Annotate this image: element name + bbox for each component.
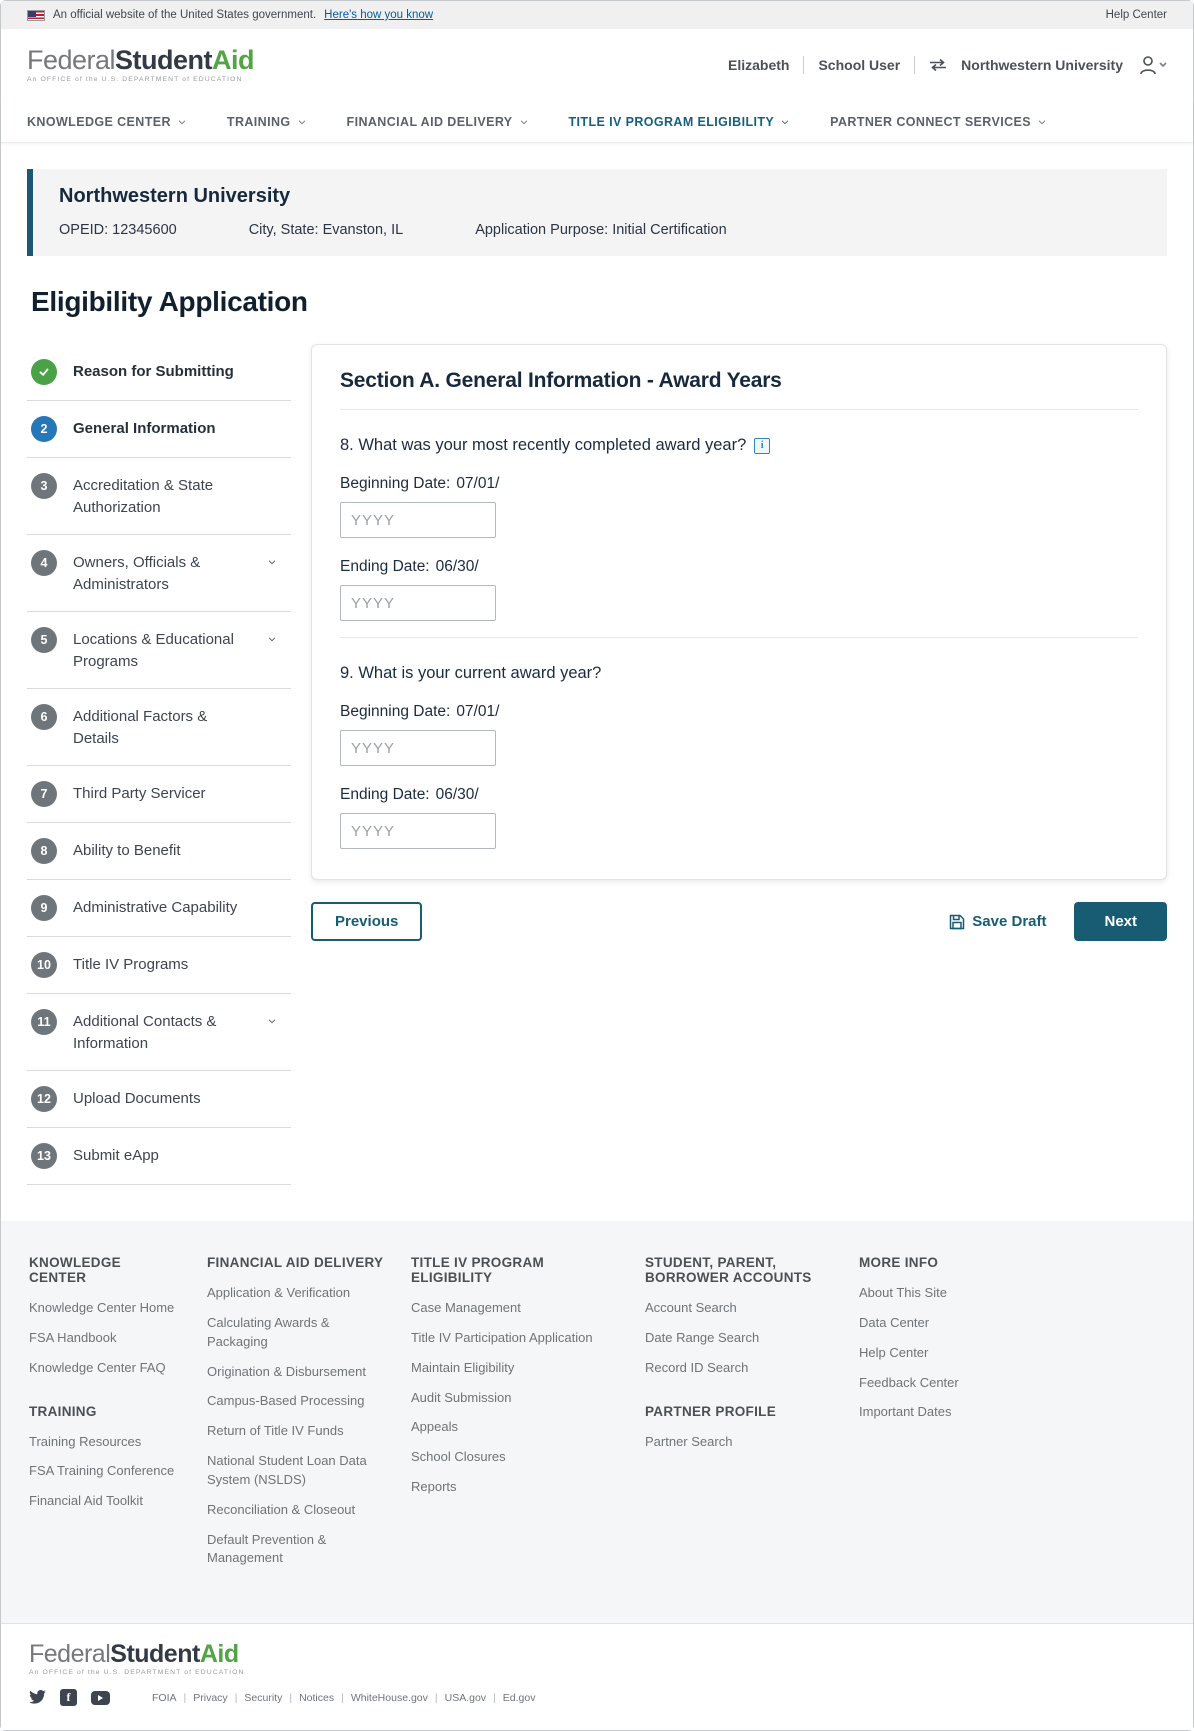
footer-heading-knowledge-center: KNOWLEDGE CENTER — [29, 1255, 121, 1285]
nav-financial-aid-delivery[interactable]: FINANCIAL AID DELIVERY — [347, 115, 529, 129]
next-button[interactable]: Next — [1074, 902, 1167, 941]
field-label: Ending Date: — [340, 558, 430, 575]
field-label: Ending Date: — [340, 786, 430, 803]
footer-link[interactable]: National Student Loan Data System (NSLDS) — [207, 1453, 367, 1487]
twitter-icon[interactable] — [29, 1690, 46, 1705]
step-complete-icon — [31, 359, 57, 385]
step-number: 2 — [31, 416, 57, 442]
school-city-state: City, State: Evanston, IL — [248, 222, 404, 238]
q9-beginning-date-field — [340, 703, 1138, 766]
page-title: Eligibility Application — [31, 286, 308, 317]
footer-link[interactable]: Title IV Participation Application — [411, 1329, 593, 1345]
chevron-down-icon — [297, 117, 307, 127]
chevron-down-icon — [519, 117, 529, 127]
legal-link-foia[interactable]: FOIA | — [152, 1692, 193, 1704]
previous-button[interactable]: Previous — [311, 902, 422, 941]
step-third-party-servicer[interactable]: 7 Third Party Servicer — [27, 766, 291, 823]
site-footer — [1, 1221, 1193, 1623]
step-upload-documents[interactable]: 12 Upload Documents — [27, 1071, 291, 1128]
step-number: 13 — [31, 1143, 57, 1169]
step-additional-factors-details[interactable]: 6 Additional Factors & Details — [27, 689, 291, 766]
divider — [803, 56, 804, 74]
footer-link[interactable]: Date Range Search — [645, 1329, 760, 1345]
facebook-icon[interactable]: f — [60, 1689, 77, 1706]
nav-knowledge-center[interactable]: KNOWLEDGE CENTER — [27, 115, 187, 129]
footer-heading-student-parent-borrower: STUDENT, PARENT, BORROWER ACCOUNTS — [645, 1255, 812, 1285]
footer-link[interactable]: Record ID Search — [645, 1359, 749, 1375]
step-number: 10 — [31, 952, 57, 978]
field-label: Beginning Date: — [340, 475, 451, 492]
footer-link[interactable]: About This Site — [859, 1285, 947, 1300]
question-9: 9. What is your current award year? — [340, 664, 602, 682]
chevron-down-icon — [267, 1016, 277, 1026]
legal-link-security[interactable]: Security | — [244, 1692, 299, 1704]
step-number: 8 — [31, 838, 57, 864]
step-number: 9 — [31, 895, 57, 921]
legal-link-whitehouse[interactable]: WhiteHouse.gov | — [351, 1692, 445, 1704]
step-general-information[interactable]: 2 General Information — [27, 401, 291, 458]
step-number: 11 — [31, 1009, 57, 1035]
step-number: 12 — [31, 1086, 57, 1112]
site-header — [1, 29, 1193, 101]
application-purpose: Application Purpose: Initial Certification — [475, 222, 727, 238]
q8-ending-year-input[interactable] — [340, 585, 496, 621]
step-administrative-capability[interactable]: 9 Administrative Capability — [27, 880, 291, 937]
footer-heading-training: TRAINING — [29, 1403, 97, 1419]
footer-link[interactable]: Campus-Based Processing — [207, 1393, 365, 1409]
footer-heading-title-iv: TITLE IV PROGRAM ELIGIBILITY — [411, 1255, 545, 1285]
chevron-down-icon — [267, 557, 277, 567]
legal-link-usagov[interactable]: USA.gov | — [445, 1692, 503, 1704]
q8-beginning-year-input[interactable] — [340, 502, 496, 538]
nav-partner-connect-services[interactable]: PARTNER CONNECT SERVICES — [830, 115, 1047, 129]
legal-link-notices[interactable]: Notices | — [299, 1692, 351, 1704]
footer-link[interactable]: Case Management — [411, 1300, 521, 1315]
legal-link-privacy[interactable]: Privacy | — [193, 1692, 244, 1704]
footer-link[interactable]: Knowledge Center Home — [29, 1300, 175, 1315]
footer-link[interactable]: Reports — [411, 1479, 457, 1495]
primary-nav — [1, 101, 1193, 143]
footer-link[interactable]: Training Resources — [29, 1433, 142, 1449]
chevron-down-icon — [267, 634, 277, 644]
save-draft-button[interactable]: Save Draft — [949, 913, 1046, 930]
footer-link[interactable]: Important Dates — [859, 1404, 952, 1420]
legal-link-edgov[interactable]: Ed.gov — [502, 1691, 536, 1704]
footer-link[interactable]: Calculating Awards & Packaging — [207, 1314, 330, 1349]
question-8: 8. What was your most recently completed award year? i — [340, 436, 1138, 455]
account-menu-icon[interactable] — [1137, 54, 1167, 76]
q8-beginning-date-field — [340, 475, 1138, 538]
date-prefix: 06/30/ — [435, 558, 479, 575]
footer-link[interactable]: School Closures — [411, 1449, 506, 1465]
step-owners-officials-administrators[interactable]: 4 Owners, Officials & Administrators — [27, 535, 291, 612]
user-role: School User — [818, 57, 901, 73]
footer-link[interactable]: FSA Training Conference — [29, 1463, 175, 1479]
step-title-iv-programs[interactable]: 10 Title IV Programs — [27, 937, 291, 994]
footer-link[interactable]: Reconciliation & Closeout — [207, 1501, 356, 1517]
step-accreditation-state-authorization[interactable]: 3 Accreditation & State Authorization — [27, 458, 291, 535]
step-number: 5 — [31, 627, 57, 653]
footer-link[interactable]: Account Search — [645, 1300, 737, 1315]
nav-title-iv-program-eligibility[interactable]: TITLE IV PROGRAM ELIGIBILITY — [569, 115, 791, 129]
bottom-bar — [1, 1623, 1193, 1730]
footer-link[interactable]: Default Prevention & Management — [207, 1531, 327, 1566]
q9-beginning-year-input[interactable] — [340, 730, 496, 766]
footer-link[interactable]: Feedback Center — [859, 1374, 959, 1390]
user-name: Elizabeth — [728, 57, 790, 73]
legal-links — [152, 1692, 536, 1704]
logo-aid: Aid — [212, 44, 255, 75]
info-icon[interactable]: i — [754, 438, 770, 454]
switch-org-icon[interactable] — [929, 58, 947, 72]
official-site-text: An official website of the United States government. — [53, 9, 317, 21]
footer-link[interactable]: Knowledge Center FAQ — [29, 1359, 166, 1375]
gov-banner — [1, 1, 1193, 29]
footer-link[interactable]: Appeals — [411, 1419, 458, 1435]
footer-heading-partner-profile: PARTNER PROFILE — [645, 1403, 777, 1419]
footer-link[interactable]: Maintain Eligibility — [411, 1359, 515, 1375]
divider — [914, 56, 915, 74]
field-label: Beginning Date: — [340, 703, 451, 720]
footer-link[interactable]: Application & Verification — [207, 1285, 351, 1300]
footer-link[interactable]: Partner Search — [645, 1433, 733, 1449]
logo-federal: Federal — [27, 44, 116, 75]
school-name: Northwestern University — [59, 185, 291, 207]
step-number: 3 — [31, 473, 57, 499]
how-you-know-link[interactable]: Here's how you know — [324, 9, 434, 21]
step-locations-educational-programs[interactable]: 5 Locations & Educational Programs — [27, 612, 291, 689]
save-icon — [949, 914, 965, 930]
footer-link[interactable]: Help Center — [859, 1344, 929, 1360]
help-center-link[interactable]: Help Center — [1105, 9, 1167, 21]
application-stepper — [27, 344, 291, 1185]
footer-link[interactable]: Origination & Disbursement — [207, 1363, 366, 1379]
date-prefix: 06/30/ — [435, 786, 479, 803]
footer-heading-financial-aid-delivery: FINANCIAL AID DELIVERY — [207, 1255, 384, 1270]
chevron-down-icon — [177, 117, 187, 127]
chevron-down-icon — [780, 117, 790, 127]
step-additional-contacts-information[interactable]: 11 Additional Contacts & Information — [27, 994, 291, 1071]
step-number: 7 — [31, 781, 57, 807]
footer-link[interactable]: Financial Aid Toolkit — [29, 1493, 143, 1509]
footer-heading-more-info: MORE INFO — [859, 1255, 939, 1270]
step-number: 6 — [31, 704, 57, 730]
logo-student: Student — [115, 44, 213, 75]
nav-training[interactable]: TRAINING — [227, 115, 307, 129]
chevron-down-icon — [1037, 117, 1047, 127]
footer-link[interactable]: Audit Submission — [411, 1389, 512, 1405]
youtube-icon[interactable] — [91, 1691, 110, 1705]
step-reason-for-submitting[interactable]: Reason for Submitting — [27, 344, 291, 401]
school-opeid: OPEID: 12345600 — [59, 222, 177, 238]
date-prefix: 07/01/ — [456, 703, 500, 720]
q9-ending-date-field — [340, 786, 1138, 849]
current-org[interactable]: Northwestern University — [961, 57, 1123, 73]
step-number: 4 — [31, 550, 57, 576]
section-card — [311, 344, 1167, 880]
fsa-logo[interactable] — [27, 44, 255, 84]
footer-link[interactable]: Data Center — [859, 1314, 930, 1330]
footer-link[interactable]: FSA Handbook — [29, 1329, 117, 1345]
section-title: Section A. General Information - Award Years — [340, 369, 782, 392]
footer-link[interactable]: Return of Title IV Funds — [207, 1423, 344, 1439]
q9-ending-year-input[interactable] — [340, 813, 496, 849]
q8-ending-date-field — [340, 558, 1138, 621]
step-submit-eapp[interactable]: 13 Submit eApp — [27, 1128, 291, 1185]
fsa-logo-footer[interactable]: FederalStudentAid An OFFICE of the U.S. DEPARTMENT of EDUCATION — [29, 1640, 245, 1677]
step-ability-to-benefit[interactable]: 8 Ability to Benefit — [27, 823, 291, 880]
date-prefix: 07/01/ — [456, 475, 500, 492]
logo-tagline: An OFFICE of the U.S. DEPARTMENT of EDUCATION — [27, 75, 243, 83]
school-info-banner — [27, 169, 1167, 256]
us-flag-icon — [27, 10, 45, 21]
